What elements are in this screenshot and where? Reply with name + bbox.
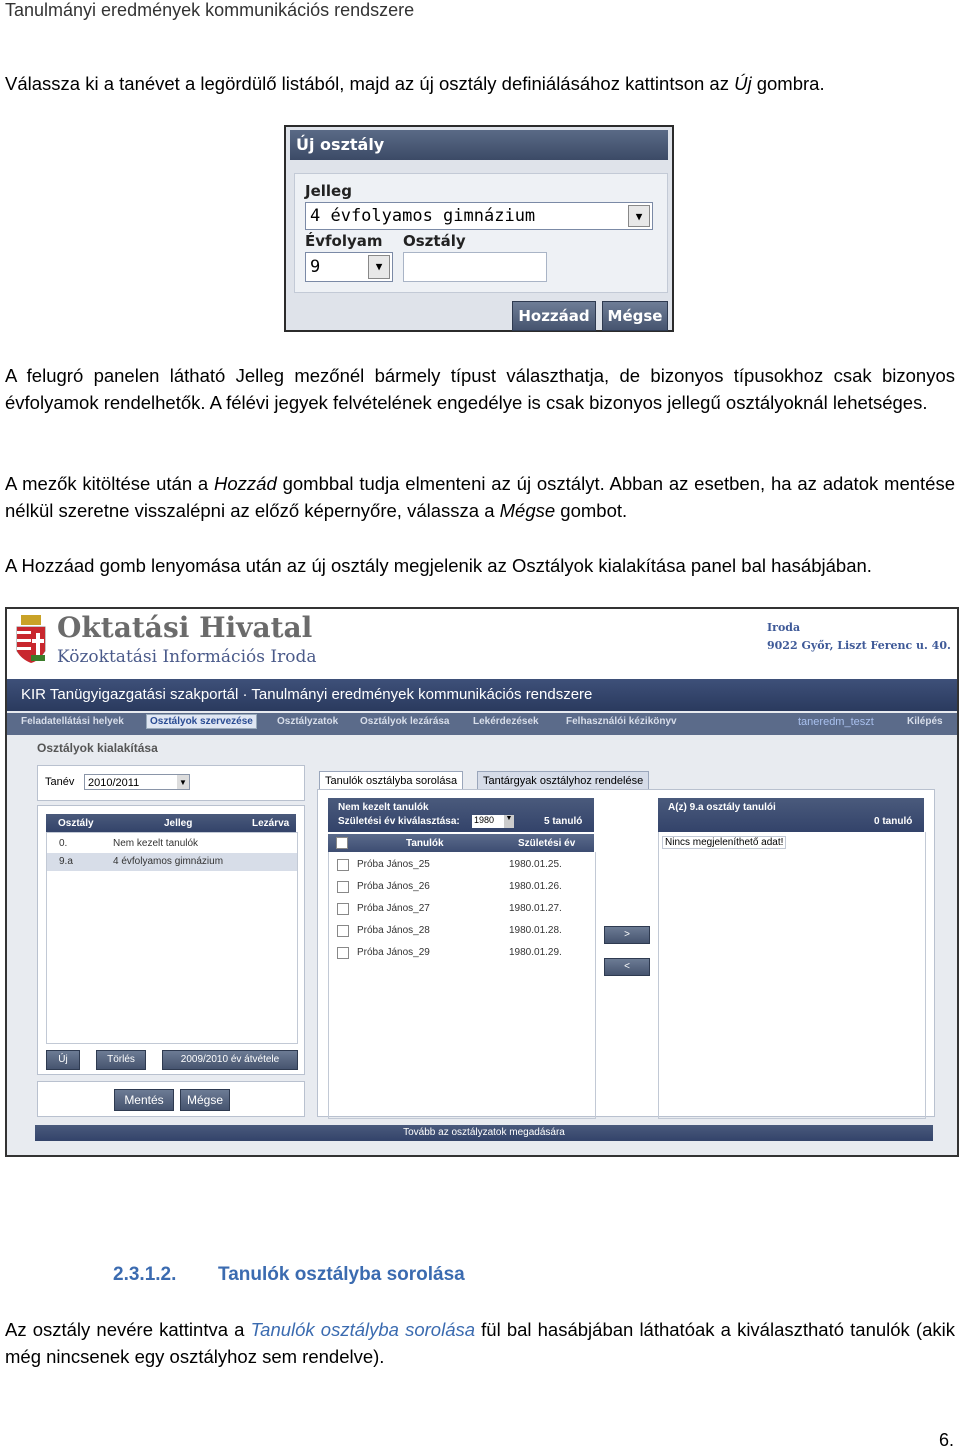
cell-date: 1980.01.26. bbox=[509, 881, 562, 892]
cell-name: Próba János_26 bbox=[357, 881, 430, 892]
paragraph-assign bbox=[5, 1316, 955, 1370]
cancel-button[interactable]: Mégse bbox=[602, 301, 668, 331]
page-header: Tanulmányi eredmények kommunikációs rendszere bbox=[5, 0, 415, 20]
emphasis: Mégse bbox=[499, 500, 556, 521]
tanev-label: Tanév bbox=[45, 776, 75, 788]
table-row[interactable] bbox=[47, 853, 297, 871]
unassigned-header bbox=[328, 798, 594, 832]
osztaly-label: Osztály bbox=[403, 232, 466, 250]
nav-item-lekerdezesek[interactable]: Lekérdezések bbox=[473, 716, 539, 727]
text: Válassza ki a tanévet a legördülő listából, majd az új osztály definiálásához kattintson az bbox=[5, 73, 735, 94]
move-right-button[interactable]: > bbox=[604, 926, 650, 944]
main-nav bbox=[7, 713, 957, 735]
add-button[interactable]: Hozzáad bbox=[512, 301, 596, 331]
text: fül bal hasábjában láthatóak a kiválasztható tanulók (akik még nincsenek egy osztályhoz sem rendelve). bbox=[5, 1319, 955, 1367]
text: gombot. bbox=[555, 500, 628, 521]
chevron-down-icon[interactable]: ▼ bbox=[628, 205, 650, 227]
section-heading bbox=[113, 1264, 465, 1286]
paragraph-after-add: A Hozzáad gomb lenyomása után az új osztály megjelenik az Osztályok kialakítása panel bal hasábjában. bbox=[5, 555, 872, 576]
class-students-header bbox=[658, 798, 924, 832]
class-students-title: A(z) 9.a osztály tanulói bbox=[668, 802, 776, 813]
select-all-checkbox[interactable] bbox=[336, 837, 348, 849]
year-value: 1980 bbox=[474, 815, 495, 825]
coat-of-arms-icon bbox=[15, 615, 47, 671]
table-row[interactable] bbox=[329, 942, 589, 964]
cell-name: Próba János_27 bbox=[357, 903, 430, 914]
new-class-button[interactable]: Új bbox=[46, 1050, 80, 1070]
chevron-down-icon[interactable]: ▼ bbox=[177, 775, 189, 789]
unassigned-count: 5 tanuló bbox=[544, 816, 583, 827]
dialog-title: Új osztály bbox=[290, 130, 668, 160]
col-szuletesi-ev[interactable]: Születési év bbox=[518, 838, 576, 849]
col-tanulok[interactable]: Tanulók bbox=[406, 838, 444, 849]
logo-area bbox=[7, 609, 957, 679]
cell-date: 1980.01.29. bbox=[509, 947, 562, 958]
cell-jelleg: 4 évfolyamos gimnázium bbox=[113, 856, 224, 867]
table-row[interactable] bbox=[329, 854, 589, 876]
jelleg-select[interactable] bbox=[305, 202, 653, 230]
jelleg-value: 4 évfolyamos gimnázium bbox=[310, 206, 536, 226]
paragraph-jelleg: A felugró panelen látható Jelleg mezőnél bármely típust választhatja, de bizonyos típusokhoz csak bizonyos évfolyamok rendelhetők. A félévi jegyek felvételének engedélye is csak bizonyos jellegű osztályoknál lehetséges. bbox=[5, 365, 955, 413]
student-grid-header bbox=[328, 834, 594, 852]
evfolyam-value: 9 bbox=[310, 257, 321, 277]
panel-title: Osztályok kialakítása bbox=[37, 741, 158, 755]
table-row[interactable] bbox=[329, 898, 589, 920]
cell-date: 1980.01.28. bbox=[509, 925, 562, 936]
year-select-label: Születési év kiválasztása: bbox=[338, 816, 460, 827]
next-step-bar[interactable]: Tovább az osztályzatok megadására bbox=[35, 1125, 933, 1141]
cell-name: Próba János_29 bbox=[357, 947, 430, 958]
org-title: Oktatási Hivatal bbox=[57, 611, 313, 644]
chevron-down-icon[interactable]: ▼ bbox=[504, 815, 514, 828]
jelleg-label: Jelleg bbox=[305, 182, 352, 200]
org-subtitle: Közoktatási Információs Iroda bbox=[57, 647, 317, 667]
tab-content bbox=[317, 789, 935, 1117]
portal-banner: KIR Tanügyigazgatási szakportál · Tanulmányi eredmények kommunikációs rendszere bbox=[7, 679, 957, 711]
chevron-down-icon[interactable]: ▼ bbox=[368, 255, 390, 279]
logout-link[interactable]: Kilépés bbox=[907, 716, 943, 727]
save-box bbox=[37, 1081, 305, 1117]
app-screenshot bbox=[5, 607, 959, 1157]
tab-tantargyak[interactable]: Tantárgyak osztályhoz rendelése bbox=[477, 771, 649, 790]
year-select[interactable] bbox=[472, 815, 514, 828]
import-year-button[interactable]: 2009/2010 év átvétele bbox=[162, 1050, 298, 1070]
row-checkbox[interactable] bbox=[337, 881, 349, 893]
text: gombra. bbox=[751, 73, 825, 94]
address-line-2: 9022 Győr, Liszt Ferenc u. 40. bbox=[767, 639, 951, 652]
address-line-1: Iroda bbox=[767, 621, 801, 634]
osztaly-input[interactable] bbox=[403, 252, 547, 282]
emphasis: Tanulók osztályba sorolása bbox=[250, 1319, 476, 1340]
section-title: Tanulók osztályba sorolása bbox=[218, 1264, 465, 1285]
cancel-button[interactable]: Mégse bbox=[180, 1089, 230, 1111]
save-button[interactable]: Mentés bbox=[114, 1089, 174, 1111]
move-left-button[interactable]: < bbox=[604, 958, 650, 976]
cell-date: 1980.01.27. bbox=[509, 903, 562, 914]
class-grid-body bbox=[46, 832, 298, 1044]
text: Az osztály nevére kattintva a bbox=[5, 1319, 251, 1340]
class-students-count: 0 tanuló bbox=[874, 816, 913, 827]
page-number: 6. bbox=[938, 1430, 954, 1450]
dialog-body bbox=[294, 173, 668, 293]
empty-message: Nincs megjeleníthető adat! bbox=[662, 836, 786, 849]
tab-tanulok-sorolasa[interactable]: Tanulók osztályba sorolása bbox=[319, 771, 463, 790]
user-link[interactable]: taneredm_teszt bbox=[798, 716, 874, 728]
paragraph-save bbox=[5, 470, 955, 524]
evfolyam-select[interactable] bbox=[305, 252, 393, 282]
class-grid-header bbox=[46, 814, 296, 832]
cell-name: Próba János_25 bbox=[357, 859, 430, 870]
text: A mezők kitöltése után a bbox=[5, 473, 215, 494]
table-row[interactable] bbox=[329, 920, 589, 942]
row-checkbox[interactable] bbox=[337, 903, 349, 915]
row-checkbox[interactable] bbox=[337, 947, 349, 959]
cell-osztaly: 0. bbox=[59, 838, 68, 849]
cell-osztaly: 9.a bbox=[59, 856, 73, 867]
col-lezarva[interactable]: Lezárva bbox=[252, 818, 290, 829]
nav-item-osztalyok-szervezese[interactable]: Osztályok szervezése bbox=[146, 714, 257, 729]
nav-item-feladatellatasi[interactable]: Feladatellátási helyek bbox=[21, 716, 124, 727]
class-list-box bbox=[37, 805, 305, 1075]
section-number: 2.3.1.2. bbox=[113, 1264, 177, 1285]
class-students-body bbox=[658, 832, 926, 1119]
student-grid-body bbox=[328, 852, 596, 1119]
paragraph-intro bbox=[5, 70, 955, 97]
tanev-box bbox=[37, 765, 305, 801]
nav-item-kezikonyv[interactable]: Felhasználói kézikönyv bbox=[566, 716, 677, 727]
text: gombbal tudja elmenteni az új osztályt. Abban az esetben, ha az adatok mentése nélkül szeretne visszalépni az előző képernyőre, válassza a bbox=[5, 473, 956, 521]
evfolyam-label: Évfolyam bbox=[305, 232, 383, 250]
row-checkbox[interactable] bbox=[337, 925, 349, 937]
col-jelleg[interactable]: Jelleg bbox=[164, 818, 193, 829]
emphasis: Hozzád bbox=[214, 473, 277, 494]
cell-jelleg: Nem kezelt tanulók bbox=[113, 838, 199, 849]
table-row[interactable] bbox=[47, 835, 297, 853]
table-row[interactable] bbox=[329, 876, 589, 898]
delete-button[interactable]: Törlés bbox=[96, 1050, 146, 1070]
cell-date: 1980.01.25. bbox=[509, 859, 562, 870]
row-checkbox[interactable] bbox=[337, 859, 349, 871]
emphasis: Új bbox=[734, 73, 752, 94]
nav-item-lezaras[interactable]: Osztályok lezárása bbox=[360, 716, 450, 727]
new-class-dialog bbox=[284, 125, 674, 332]
col-osztaly[interactable]: Osztály bbox=[58, 818, 94, 829]
cell-name: Próba János_28 bbox=[357, 925, 430, 936]
nav-item-osztalyzatok[interactable]: Osztályzatok bbox=[277, 716, 339, 727]
tanev-select[interactable] bbox=[84, 774, 190, 790]
unassigned-title: Nem kezelt tanulók bbox=[338, 802, 429, 813]
tanev-value: 2010/2011 bbox=[88, 777, 140, 789]
